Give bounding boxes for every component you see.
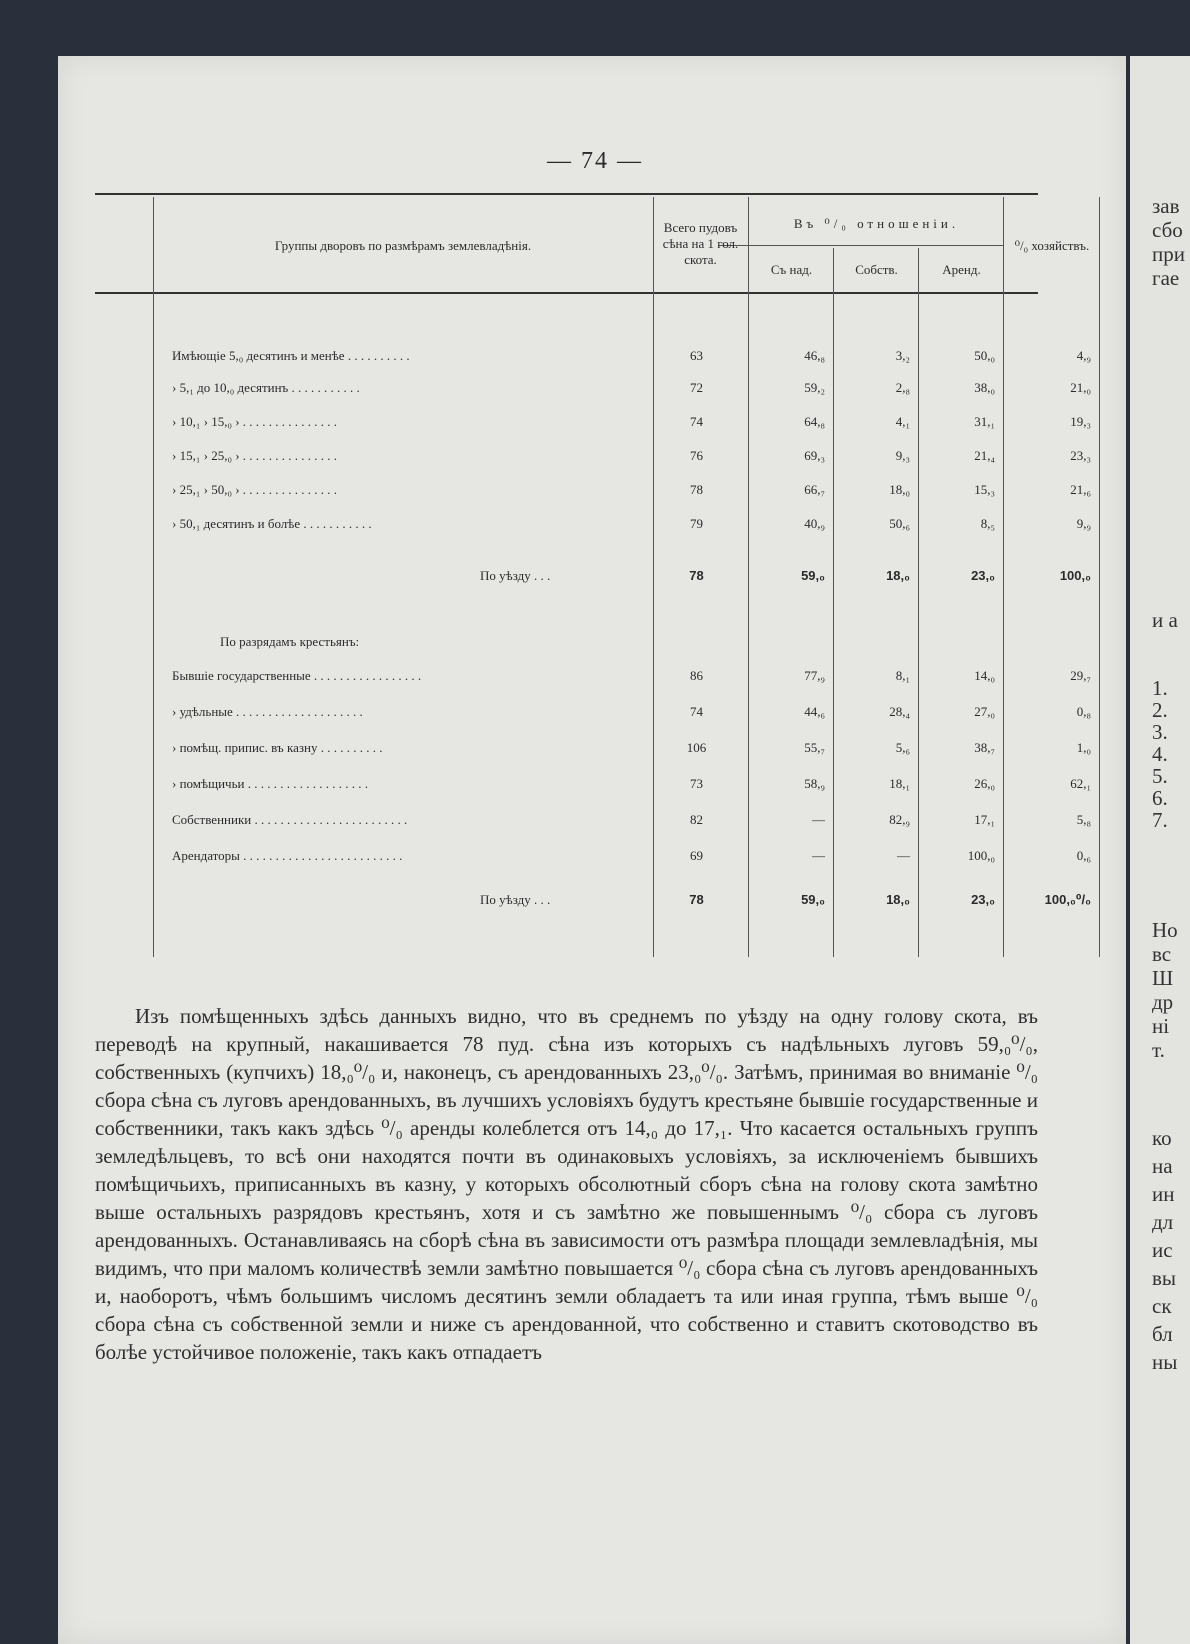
adjacent-text: вы: [1152, 1266, 1177, 1290]
cell-ar: 14,₀: [974, 668, 995, 683]
cell-sob: 18,₀: [886, 568, 910, 583]
cell-nad: —: [812, 848, 825, 863]
cell-total: 79: [690, 516, 703, 531]
total-label: По уѣзду . . .: [480, 568, 551, 583]
cell-sob: 18,₀: [886, 892, 910, 907]
header-total: Всего пудовъ сѣна на 1 гол. скота.: [662, 220, 739, 267]
header-ar: Аренд.: [942, 262, 981, 277]
adjacent-text: 3.: [1152, 720, 1168, 744]
cell-total: 73: [690, 776, 703, 791]
row-label: › помѣщичьи . . . . . . . . . . . . . . . . . . .: [172, 776, 368, 791]
cell-nad: 46,₈: [804, 348, 825, 363]
adjacent-text: др: [1152, 990, 1174, 1014]
header-sob: Собств.: [855, 262, 898, 277]
adjacent-text: дл: [1152, 1210, 1174, 1234]
header-nad: Съ над.: [770, 262, 813, 277]
table-row: [0, 740, 1190, 760]
cell-hh: 0,₆: [1076, 848, 1091, 863]
cell-total: 74: [690, 704, 703, 719]
cell-total: 78: [690, 482, 703, 497]
table-row: [0, 482, 1190, 502]
adjacent-text: Но: [1152, 918, 1178, 942]
adjacent-text: сбо: [1152, 218, 1183, 242]
table-row: [0, 348, 1190, 368]
cell-ar: 21,₄: [974, 448, 995, 463]
adjacent-text: вс: [1152, 942, 1172, 966]
cell-ar: 31,₁: [974, 414, 995, 429]
cell-total: 106: [686, 740, 707, 755]
table-row: [0, 776, 1190, 796]
row-label: › 15,₁ › 25,₀ › . . . . . . . . . . . . . . .: [172, 448, 338, 463]
cell-ar: 26,₀: [974, 776, 995, 791]
header-bottom-rule: [95, 292, 1038, 294]
cell-sob: 18,₁: [889, 776, 910, 791]
table-row: [0, 380, 1190, 400]
row-label: › 10,₁ › 15,₀ › . . . . . . . . . . . . . . .: [172, 414, 338, 429]
row-label: › 5,₁ до 10,₀ десятинъ . . . . . . . . . . .: [172, 380, 360, 395]
table-top-rule: [95, 193, 1038, 195]
header-households: ⁰/₀ хозяйствъ.: [1014, 238, 1090, 253]
table-row: [0, 892, 1190, 912]
cell-hh: 19,₃: [1070, 414, 1091, 429]
adjacent-text: на: [1152, 1154, 1173, 1178]
cell-hh: 9,₉: [1076, 516, 1091, 531]
cell-hh: 21,₀: [1070, 380, 1091, 395]
cell-hh: 0,₈: [1076, 704, 1091, 719]
cell-nad: 59,₀: [801, 892, 825, 907]
adjacent-text: Ш: [1152, 966, 1174, 990]
table-row: [0, 848, 1190, 868]
row-label: Арендаторы . . . . . . . . . . . . . . . . . . . . . . . . .: [172, 848, 403, 863]
cell-sob: 18,₀: [889, 482, 910, 497]
adjacent-text: 7.: [1152, 808, 1168, 832]
row-label: › 25,₁ › 50,₀ › . . . . . . . . . . . . . . .: [172, 482, 338, 497]
cell-sob: 28,₄: [889, 704, 910, 719]
cell-ar: 100,₀: [967, 848, 995, 863]
cell-total: 63: [690, 348, 703, 363]
cell-sob: 5,₆: [895, 740, 910, 755]
paragraph-text: Изъ помѣщенныхъ здѣсь данныхъ видно, что въ среднемъ по уѣзду на одну голову скота, въ переводѣ на крупный, накашивается 78 пуд. сѣна изъ которыхъ съ надѣльныхъ луговъ 59,₀⁰/₀, собственныхъ (купчихъ) 18,₀⁰/₀ и, наконецъ, съ арендованныхъ 23,₀⁰/₀. Затѣмъ, принимая во вниманіе ⁰/₀ сбора сѣна съ луговъ арендованныхъ, въ лучшихъ условіяхъ будутъ крестьяне бывшіе государственные и собственники, такъ какъ здѣсь ⁰/₀ аренды колеблется отъ 14,₀ до 17,₁. Что касается остальныхъ группъ земледѣльцевъ, то всѣ они находятся почти въ одинаковыхъ условіяхъ, за исключеніемъ бывшихъ помѣщичьихъ, приписанныхъ въ казну, у которыхъ обсолютный сборъ сѣна на голову скота замѣтно выше остальныхъ разрядовъ крестьянъ, хотя и съ замѣтно же повышеннымъ ⁰/₀ сбора съ луговъ арендованныхъ. Останавливаясь на сборѣ сѣна въ зависимости отъ размѣра площади землевладѣнія, мы видимъ, что при маломъ количествѣ земли замѣтно повышается ⁰/₀ сбора сѣна съ луговъ арендованныхъ и, наоборотъ, чѣмъ большимъ числомъ десятинъ земли обладаетъ та или иная группа, тѣмъ выше ⁰/₀ сбора сѣна съ собственной земли и ниже съ арендованной, что собственно и ставитъ скотоводство въ болѣе устойчивое положеніе, такъ какъ отпадаетъ: [95, 1004, 1038, 1364]
cell-sob: 50,₆: [889, 516, 910, 531]
body-paragraph: [95, 1002, 1038, 1366]
cell-ar: 38,₇: [974, 740, 995, 755]
adjacent-text: 6.: [1152, 786, 1168, 810]
cell-nad: 40,₉: [804, 516, 825, 531]
cell-total: 76: [690, 448, 703, 463]
table-row: [0, 704, 1190, 724]
adjacent-text: 5.: [1152, 764, 1168, 788]
cell-nad: 58,₉: [804, 776, 825, 791]
row-label: Бывшіе государственные . . . . . . . . . . . . . . . . .: [172, 668, 422, 683]
adjacent-text: при: [1152, 242, 1185, 266]
cell-ar: 23,₀: [971, 568, 995, 583]
adjacent-text: зав: [1152, 194, 1180, 218]
adjacent-text: ко: [1152, 1126, 1172, 1150]
cell-nad: 77,₉: [804, 668, 825, 683]
cell-total: 74: [690, 414, 703, 429]
cell-hh: 100,₀⁰/₀: [1044, 892, 1091, 907]
cell-nad: 55,₇: [804, 740, 825, 755]
cell-sob: 2,₈: [895, 380, 910, 395]
cell-sob: 3,₂: [895, 348, 910, 363]
cell-total: 86: [690, 668, 703, 683]
cell-nad: —: [812, 812, 825, 827]
adjacent-text: т.: [1152, 1038, 1165, 1062]
row-label: › 50,₁ десятинъ и болѣе . . . . . . . . . . .: [172, 516, 372, 531]
cell-hh: 4,₉: [1076, 348, 1091, 363]
cell-nad: 59,₂: [804, 380, 825, 395]
cell-sob: —: [897, 848, 910, 863]
cell-nad: 59,₀: [801, 568, 825, 583]
cell-hh: 62,₁: [1070, 776, 1091, 791]
cell-ar: 50,₀: [974, 348, 995, 363]
subheader-rule: [718, 245, 1004, 246]
cell-ar: 27,₀: [974, 704, 995, 719]
adjacent-text: ск: [1152, 1294, 1172, 1318]
table-row: [0, 668, 1190, 688]
adjacent-text: ні: [1152, 1014, 1170, 1038]
total-label: По уѣзду . . .: [480, 892, 551, 907]
cell-total: 72: [690, 380, 703, 395]
adjacent-text: гае: [1152, 266, 1180, 290]
cell-total: 82: [690, 812, 703, 827]
cell-sob: 9,₃: [895, 448, 910, 463]
cell-ar: 38,₀: [974, 380, 995, 395]
table-row: [0, 516, 1190, 536]
cell-nad: 69,₃: [804, 448, 825, 463]
row-label: › помѣщ. припис. въ казну . . . . . . . . . .: [172, 740, 383, 755]
adjacent-text: ис: [1152, 1238, 1173, 1262]
cell-nad: 44,₆: [804, 704, 825, 719]
cell-hh: 21,₆: [1070, 482, 1091, 497]
cell-hh: 5,₈: [1076, 812, 1091, 827]
cell-ar: 17,₁: [974, 812, 995, 827]
cell-nad: 64,₈: [804, 414, 825, 429]
adjacent-text: ны: [1152, 1350, 1178, 1374]
cell-hh: 23,₃: [1070, 448, 1091, 463]
adjacent-text: бл: [1152, 1322, 1173, 1346]
cell-hh: 1,₀: [1076, 740, 1091, 755]
cell-sob: 4,₁: [895, 414, 910, 429]
row-label: Имѣющіе 5,₀ десятинъ и менѣе . . . . . . . . . .: [172, 348, 410, 363]
adjacent-text: и а: [1152, 608, 1178, 632]
adjacent-text: 2.: [1152, 698, 1168, 722]
table-row: [0, 414, 1190, 434]
cell-total: 69: [690, 848, 703, 863]
row-label: Собственники . . . . . . . . . . . . . . . . . . . . . . . .: [172, 812, 408, 827]
adjacent-text: 1.: [1152, 676, 1168, 700]
cell-sob: 82,₉: [889, 812, 910, 827]
cell-hh: 100,₀: [1059, 568, 1091, 583]
cell-nad: 66,₇: [804, 482, 825, 497]
table-row: [0, 812, 1190, 832]
cell-ar: 8,₅: [980, 516, 995, 531]
cell-sob: 8,₁: [895, 668, 910, 683]
adjacent-text: 4.: [1152, 742, 1168, 766]
cell-total: 78: [689, 568, 704, 583]
header-groups: Группы дворовъ по размѣрамъ землевладѣнія.: [274, 238, 532, 253]
section-title: По разрядамъ крестьянъ:: [220, 634, 360, 649]
cell-total: 78: [689, 892, 704, 907]
adjacent-text: ин: [1152, 1182, 1175, 1206]
cell-hh: 29,₇: [1070, 668, 1091, 683]
table-row: [0, 448, 1190, 468]
cell-ar: 15,₃: [974, 482, 995, 497]
row-label: › удѣльные . . . . . . . . . . . . . . . . . . . .: [172, 704, 363, 719]
cell-ar: 23,₀: [971, 892, 995, 907]
page-number: — 74 —: [547, 148, 643, 174]
header-relation: Въ ⁰/₀ отношеніи.: [793, 216, 960, 231]
table-row: [0, 568, 1190, 588]
